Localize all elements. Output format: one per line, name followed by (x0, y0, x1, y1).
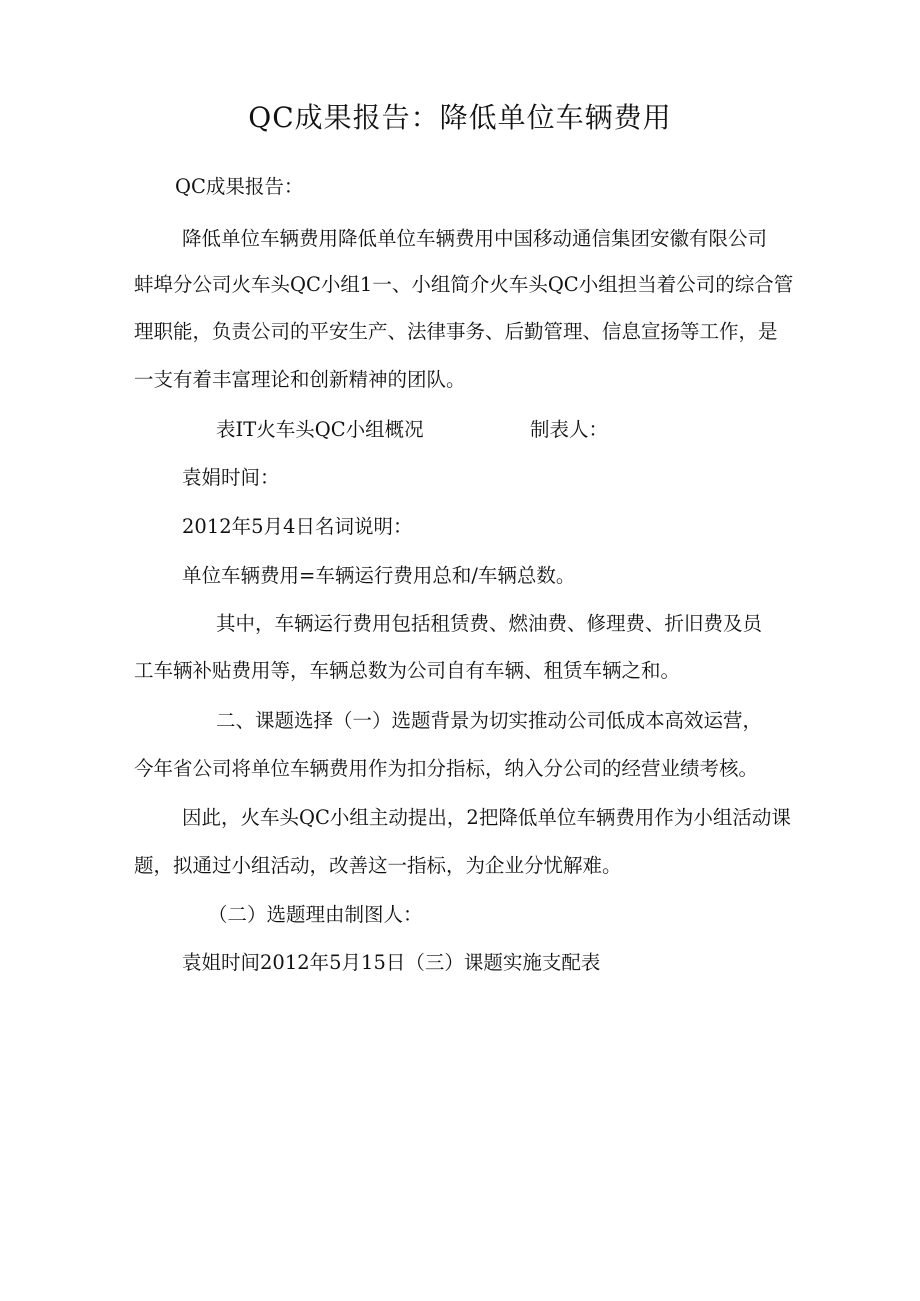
paragraph-line: 降低单位车辆费用降低单位车辆费用中国移动通信集团安徽有限公司 (182, 227, 768, 250)
section-heading: 二、课题选择（一）选题背景为切实推动公司低成本高效运营， (216, 709, 763, 732)
paragraph-line: 题，拟通过小组活动，改善这一指标，为企业分忧解难。 (134, 854, 622, 877)
table-caption: 表IT火车头QC小组概况 (216, 418, 424, 441)
paragraph-line: 一支有着丰富理论和创新精神的团队。 (134, 368, 466, 391)
paragraph-line: 工车辆补贴费用等，车辆总数为公司自有车辆、租赁车辆之和。 (134, 659, 681, 682)
section-heading: （二）选题理由制图人： (208, 903, 423, 926)
paragraph-line: 蚌埠分公司火车头QC小组1一、小组简介火车头QC小组担当着公司的综合管 (134, 273, 794, 296)
paragraph-line: 2012年5月4日名词说明： (182, 515, 413, 538)
paragraph-line: 理职能，负责公司的平安生产、法律事务、后勤管理、信息宣扬等工作，是 (134, 320, 778, 343)
paragraph-line: 其中，车辆运行费用包括租赁费、燃油费、修理费、折旧费及员 (216, 612, 763, 635)
paragraph-line: 今年省公司将单位车辆费用作为扣分指标，纳入分公司的经营业绩考核。 (134, 757, 759, 780)
paragraph-line: 袁姐时间2012年5月15日（三）课题实施支配表 (182, 951, 601, 974)
paragraph-line: 单位车辆费用=车辆运行费用总和/车辆总数。 (182, 564, 576, 587)
section-heading: QC成果报告： (175, 175, 304, 198)
table-author-label: 制表人： (530, 418, 609, 441)
document-title: QC成果报告：降低单位车辆费用 (248, 101, 672, 134)
paragraph-line: 因此，火车头QC小组主动提出，2把降低单位车辆费用作为小组活动课 (182, 806, 791, 829)
paragraph-line: 袁娟时间： (182, 466, 280, 489)
